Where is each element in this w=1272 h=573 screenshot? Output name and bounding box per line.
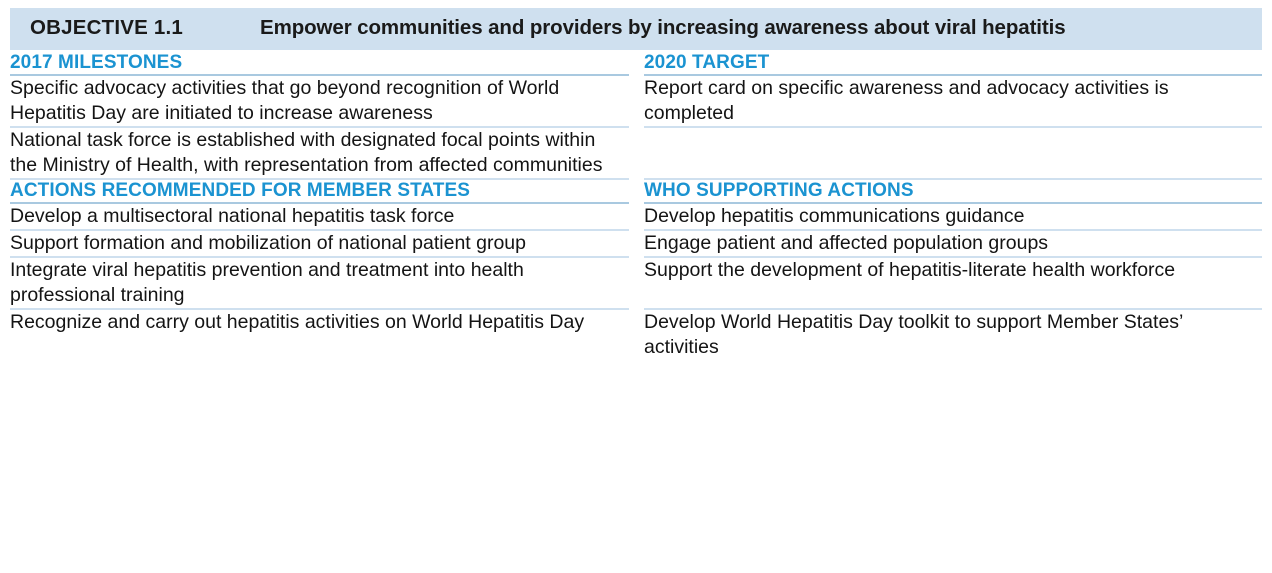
target-heading: 2020 TARGET (644, 52, 770, 73)
row-gap (628, 230, 644, 257)
who-supporting-action-4: Develop World Hepatitis Day toolkit to support Member States’ activities (644, 309, 1262, 360)
heading-gap (628, 51, 644, 75)
member-state-action-2: Support formation and mobilization of national patient group (10, 230, 628, 257)
who-supporting-action-3: Support the development of hepatitis-literate health workforce (644, 257, 1262, 309)
objective-title: Empower communities and providers by increasing awareness about viral hepatitis (260, 16, 1066, 39)
objective-table (10, 8, 1262, 360)
objective-number-label: OBJECTIVE 1.1 (30, 16, 183, 39)
row-gap (628, 257, 644, 309)
milestone-item-1: Specific advocacy activities that go beyond recognition of World Hepatitis Day are initiated to increase awareness (10, 75, 628, 127)
milestones-heading-cell (10, 51, 628, 75)
member-state-action-4: Recognize and carry out hepatitis activities on World Hepatitis Day (10, 309, 628, 360)
who-supporting-action-1: Develop hepatitis communications guidance (644, 203, 1262, 230)
table-row (10, 309, 1262, 360)
milestones-heading: 2017 MILESTONES (10, 52, 183, 73)
target-item-1: Report card on specific awareness and advocacy activities is completed (644, 75, 1262, 127)
who-actions-heading: WHO SUPPORTING ACTIONS (644, 179, 914, 201)
who-supporting-action-2: Engage patient and affected population groups (644, 230, 1262, 257)
target-heading-cell (644, 51, 1262, 75)
member-state-action-1: Develop a multisectoral national hepatitis task force (10, 203, 628, 230)
row-gap (628, 309, 644, 360)
member-state-action-3: Integrate viral hepatitis prevention and treatment into health professional training (10, 257, 628, 309)
who-actions-heading-cell (644, 179, 1262, 203)
heading-gap (628, 179, 644, 203)
row-gap (628, 75, 644, 127)
objective-header-row (10, 8, 1262, 51)
row-gap (628, 203, 644, 230)
table-row (10, 203, 1262, 230)
member-states-heading: ACTIONS RECOMMENDED FOR MEMBER STATES (10, 179, 471, 201)
milestone-item-2: National task force is established with designated focal points within the Ministry of Health, with representation from affected communities (10, 127, 628, 179)
row-gap (628, 127, 644, 179)
table-row (10, 230, 1262, 257)
actions-heading-row (10, 179, 1262, 203)
table-row (10, 127, 1262, 179)
table-row (10, 75, 1262, 127)
objective-header-cell (10, 8, 1262, 51)
member-states-heading-cell (10, 179, 628, 203)
table-row (10, 257, 1262, 309)
target-item-2 (644, 127, 1262, 179)
milestones-target-heading-row (10, 51, 1262, 75)
